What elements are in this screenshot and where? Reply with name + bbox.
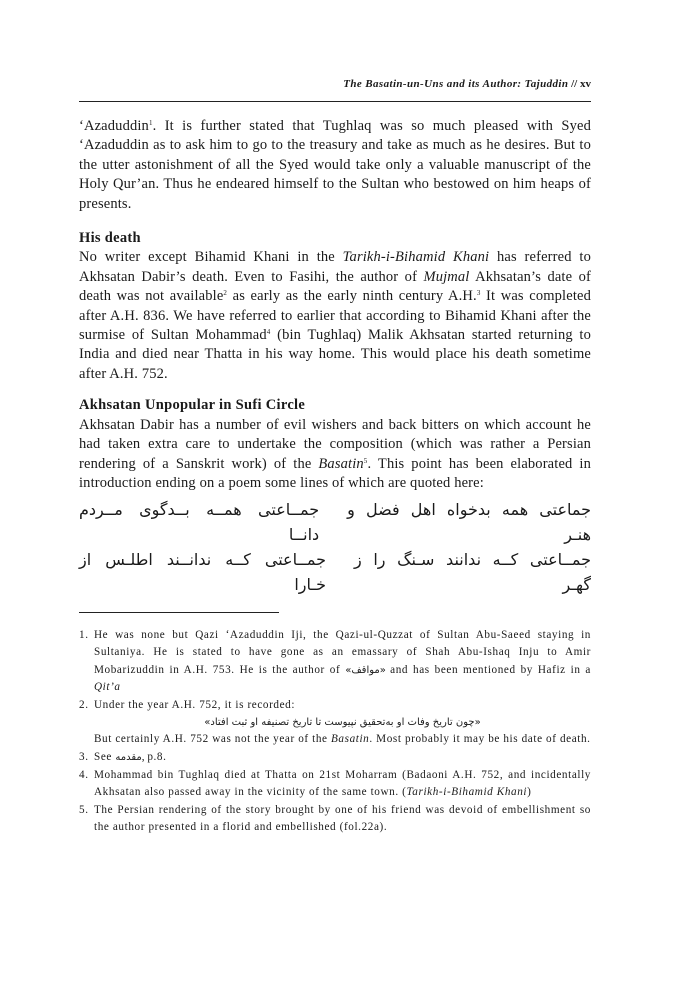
hemistich: جمــاعتی کــه ندانند سـنگ را ز گهـر — [353, 550, 591, 595]
italic-title: Tarikh-i-Bihamid Khani — [342, 249, 490, 266]
text-run: and has been mentioned by Hafiz in a — [385, 663, 591, 676]
footnote-5 — [79, 802, 591, 837]
section-heading-unpopular: Akhsatan Unpopular in Sufi Circle — [79, 397, 306, 414]
page-number: xv — [580, 78, 591, 90]
text-run: He was none but Qazi ‘Azaduddin Iji, the Qazi-ul-Quzzat of Sultan Abu-Saeed staying in Sultaniya. He is stated to have gone as an emassary of Shah Abu-Ishaq Inju to Amir Mobarizuddin in A.H. 753. He is the author of — [94, 629, 591, 676]
section-heading-his-death: His death — [79, 230, 141, 247]
footnote-ref-3: 3 — [476, 289, 481, 298]
text-run: See — [94, 751, 116, 764]
text-run: . It is further stated that Tughlaq was so much pleased with Syed ‘Azaduddin as to ask him to go to the treasury and take as much as he desires. But to the utter astonishment of all the Syed would take only a valuable manuscript of the Holy Qur’an. Thus he endeared himself to the Sultan who bestowed on him heaps of presents. — [79, 118, 591, 212]
footnote-number: 5. — [79, 803, 89, 816]
text-run: It was completed after A.H. 836. We have referred to earlier that according to Bihamid Khani after the surmise of Sultan Mohammad — [79, 288, 591, 344]
footnote-rule — [79, 612, 279, 613]
text-run: But certainly A.H. 752 was not the year of the — [94, 733, 331, 746]
hemistich: جمــاعتی همــه بــدگوی مــردم دانــا — [79, 500, 320, 545]
paragraph-3 — [79, 416, 591, 494]
italic-title: Basatin — [318, 455, 364, 472]
italic-title: Tarikh-i-Bihamid Khani — [406, 786, 528, 799]
persian-quote: «چون تاریخ وفات او به‌تحقیق نپیوست تا تاریخ تصنیفه او ثبت افتاد» — [204, 716, 481, 728]
footnote-number: 1. — [79, 629, 89, 641]
footnote-1 — [79, 627, 591, 696]
text-run: Akhsatan Dabir has a number of evil wishers and back bitters on which account he had taken extra care to undertake the composition (which was rather a Persian rendering of a Sanskrit work) of the — [79, 416, 591, 472]
persian-verse — [79, 497, 591, 597]
footnote-ref-1: 1 — [148, 119, 153, 127]
text-run: ‘Azaduddin — [79, 118, 149, 134]
text-run: The Persian rendering of the story brought by one of his friend was devoid of embellishment so the author presented in a florid and embellished (fol.22a). — [94, 803, 591, 834]
header-rule — [79, 101, 591, 102]
footnote-ref-2: 2 — [223, 289, 228, 298]
verse-line-2 — [79, 547, 591, 597]
arabic-text: «مواقف» — [345, 664, 386, 676]
footnote-number: 4. — [79, 768, 89, 781]
footnote-2 — [79, 697, 591, 749]
text-run: (bin Tughlaq) Malik Akhsatan started returning to India and died near Thatta in his way home. This would place his death sometime after A.H. 752. — [79, 327, 591, 382]
footnote-4 — [79, 767, 591, 802]
arabic-text: مقدمه — [115, 752, 142, 764]
running-header — [79, 78, 591, 90]
footnote-ref-4: 4 — [266, 328, 271, 337]
text-run: . Most probably it may be his date of death. — [369, 733, 591, 746]
verse-line-1 — [79, 497, 591, 547]
footnote-ref-5: 5 — [363, 456, 368, 465]
text-run: has referred to Akhsatan Dabir’s death. Even to Fasihi, the author of — [79, 249, 591, 285]
italic-title: Basatin — [330, 733, 370, 746]
hemistich: جماعتی همه بدخواه اهل فضل و هنـر — [347, 500, 591, 545]
running-title: The Basatin-un-Uns and its Author: Tajuddin — [343, 78, 569, 90]
paragraph-1 — [79, 117, 591, 214]
text-run: Mohammad bin Tughlaq died at Thatta on 21st Moharram (Badaoni A.H. 752, and incidentally Akhsatan also passed away in the vicinity of the same town. ( — [94, 768, 591, 799]
text-run: ) — [527, 786, 532, 799]
main-text — [79, 117, 591, 597]
text-run: as early as the early ninth century A.H. — [227, 288, 477, 305]
text-run: Akhsatan’s date of death was not available — [79, 268, 591, 305]
footnote-3 — [79, 749, 591, 766]
paragraph-2 — [79, 248, 591, 384]
header-separator: // — [571, 78, 578, 90]
hemistich: جمــاعتی کــه ندانــند اطلـس از خـارا — [79, 550, 326, 595]
footnote-number: 2. — [79, 698, 89, 711]
text-run: . This point has been elaborated in introduction ending on a poem some lines of which are quoted here: — [79, 455, 591, 491]
text-run: No writer except Bihamid Khani in the — [79, 249, 343, 266]
text-run: , p.8. — [141, 751, 167, 764]
footnote-number: 3. — [79, 751, 89, 764]
italic-title: Mujmal — [423, 268, 470, 285]
footnotes — [79, 627, 591, 837]
text-run: Under the year A.H. 752, it is recorded: — [94, 698, 296, 711]
italic-title: Qit’a — [94, 680, 121, 693]
